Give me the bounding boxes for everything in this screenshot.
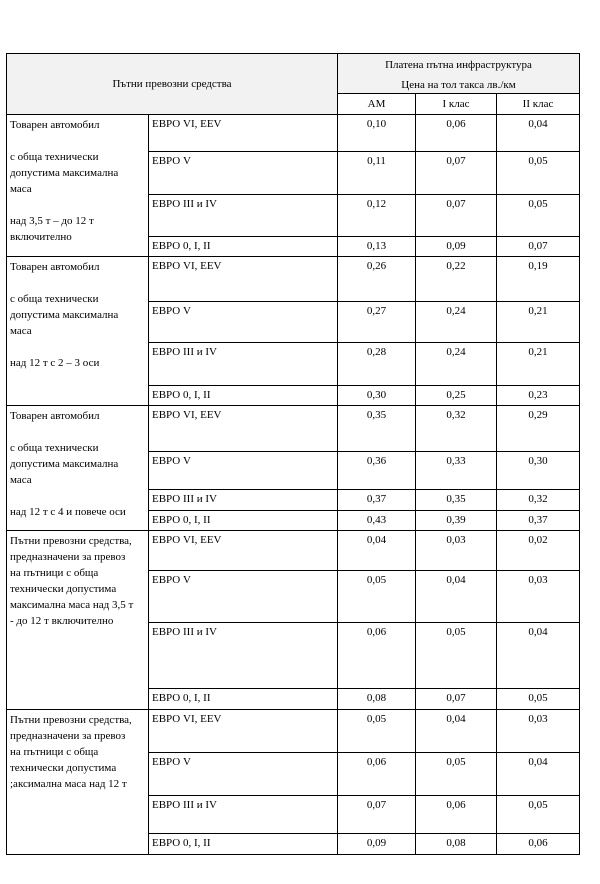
toll-am-cell: 0,28 — [338, 343, 416, 386]
toll-class-i-cell: 0,04 — [416, 571, 497, 623]
category-line: с обща технически — [10, 151, 99, 163]
price-subtitle: Цена на тол такса лв./км — [401, 79, 516, 91]
emission-standard-cell: ЕВРО III и IV — [149, 623, 338, 689]
toll-am-cell: 0,07 — [338, 796, 416, 834]
emission-standard-cell: ЕВРО V — [149, 571, 338, 623]
toll-am-cell: 0,26 — [338, 257, 416, 302]
table-row — [7, 710, 580, 753]
vehicle-category-cell — [7, 115, 149, 257]
emission-standard-cell: ЕВРО III и IV — [149, 490, 338, 511]
emission-standard-cell: ЕВРО VI, EEV — [149, 710, 338, 753]
toll-am-cell: 0,43 — [338, 511, 416, 531]
toll-rates-body — [7, 54, 580, 855]
infrastructure-title: Платена пътна инфраструктура — [385, 59, 532, 71]
toll-class-ii-cell: 0,04 — [497, 753, 580, 796]
toll-am-cell: 0,12 — [338, 195, 416, 237]
category-spacer — [10, 275, 145, 291]
toll-class-i-cell: 0,06 — [416, 115, 497, 152]
toll-class-ii-cell: 0,03 — [497, 571, 580, 623]
category-line: максимална маса над 3,5 т — [10, 599, 134, 611]
category-line: предназначени за превоз — [10, 730, 126, 742]
emission-standard-cell: ЕВРО VI, EEV — [149, 531, 338, 571]
category-line: технически допустима — [10, 583, 117, 595]
toll-am-cell: 0,37 — [338, 490, 416, 511]
category-line: с обща технически — [10, 442, 99, 454]
toll-class-ii-cell: 0,37 — [497, 511, 580, 531]
toll-am-cell: 0,06 — [338, 623, 416, 689]
category-line: Пътни превозни средства, — [10, 714, 132, 726]
toll-class-i-cell: 0,22 — [416, 257, 497, 302]
vehicle-category-cell — [7, 406, 149, 531]
toll-class-i-cell: 0,05 — [416, 623, 497, 689]
toll-class-ii-cell: 0,06 — [497, 834, 580, 855]
class-header-am: АМ — [338, 94, 416, 115]
emission-standard-cell: ЕВРО III и IV — [149, 796, 338, 834]
toll-class-i-cell: 0,07 — [416, 195, 497, 237]
toll-am-cell: 0,11 — [338, 152, 416, 195]
toll-am-cell: 0,35 — [338, 406, 416, 452]
toll-am-cell: 0,30 — [338, 386, 416, 406]
category-line: предназначени за превоз — [10, 551, 126, 563]
toll-am-cell: 0,10 — [338, 115, 416, 152]
toll-class-ii-cell: 0,21 — [497, 343, 580, 386]
toll-class-ii-cell: 0,03 — [497, 710, 580, 753]
category-spacer — [10, 488, 145, 504]
toll-class-ii-cell: 0,23 — [497, 386, 580, 406]
emission-standard-cell: ЕВРО VI, EEV — [149, 406, 338, 452]
category-line: Товарен автомобил — [10, 410, 100, 422]
category-line: допустима максимална — [10, 458, 119, 470]
toll-class-ii-cell: 0,07 — [497, 237, 580, 257]
category-line: - до 12 т включително — [10, 615, 114, 627]
category-spacer — [10, 197, 145, 213]
toll-am-cell: 0,06 — [338, 753, 416, 796]
table-row — [7, 531, 580, 571]
emission-standard-cell: ЕВРО V — [149, 753, 338, 796]
emission-standard-cell: ЕВРО 0, I, II — [149, 511, 338, 531]
toll-am-cell: 0,05 — [338, 571, 416, 623]
toll-class-i-cell: 0,32 — [416, 406, 497, 452]
toll-class-ii-cell: 0,04 — [497, 623, 580, 689]
toll-class-ii-cell: 0,05 — [497, 195, 580, 237]
category-line: на пътници с обща — [10, 567, 99, 579]
vehicles-header: Пътни превозни средства — [7, 54, 338, 115]
category-line: допустима максимална — [10, 167, 119, 179]
toll-class-ii-cell: 0,29 — [497, 406, 580, 452]
toll-am-cell: 0,08 — [338, 689, 416, 710]
category-line: Пътни превозни средства, — [10, 535, 132, 547]
toll-am-cell: 0,27 — [338, 302, 416, 343]
category-line: на пътници с обща — [10, 746, 99, 758]
category-line: над 12 т с 2 – 3 оси — [10, 357, 100, 369]
toll-am-cell: 0,05 — [338, 710, 416, 753]
toll-class-i-cell: 0,25 — [416, 386, 497, 406]
toll-rates-table — [6, 53, 580, 855]
emission-standard-cell: ЕВРО 0, I, II — [149, 689, 338, 710]
toll-class-i-cell: 0,24 — [416, 343, 497, 386]
vehicle-category-cell — [7, 257, 149, 406]
toll-class-i-cell: 0,03 — [416, 531, 497, 571]
class-header-ii: II клас — [497, 94, 580, 115]
toll-class-ii-cell: 0,02 — [497, 531, 580, 571]
category-spacer — [10, 339, 145, 355]
category-line: включително — [10, 231, 72, 243]
vehicle-category-cell — [7, 710, 149, 855]
toll-am-cell: 0,04 — [338, 531, 416, 571]
emission-standard-cell: ЕВРО 0, I, II — [149, 834, 338, 855]
emission-standard-cell: ЕВРО III и IV — [149, 195, 338, 237]
category-spacer — [10, 424, 145, 440]
emission-standard-cell: ЕВРО V — [149, 302, 338, 343]
toll-class-ii-cell: 0,05 — [497, 796, 580, 834]
category-line: Товарен автомобил — [10, 119, 100, 131]
toll-class-ii-cell: 0,32 — [497, 490, 580, 511]
category-line: ;аксимална маса над 12 т — [10, 778, 127, 790]
category-line: Товарен автомобил — [10, 261, 100, 273]
toll-class-i-cell: 0,07 — [416, 689, 497, 710]
toll-class-ii-cell: 0,05 — [497, 152, 580, 195]
toll-class-ii-cell: 0,04 — [497, 115, 580, 152]
toll-am-cell: 0,13 — [338, 237, 416, 257]
category-line: маса — [10, 325, 32, 337]
toll-class-i-cell: 0,35 — [416, 490, 497, 511]
table-row — [7, 115, 580, 152]
emission-standard-cell: ЕВРО VI, EEV — [149, 257, 338, 302]
toll-class-i-cell: 0,04 — [416, 710, 497, 753]
category-line: над 12 т с 4 и повече оси — [10, 506, 126, 518]
emission-standard-cell: ЕВРО III и IV — [149, 343, 338, 386]
header-row — [7, 54, 580, 94]
toll-class-ii-cell: 0,21 — [497, 302, 580, 343]
emission-standard-cell: ЕВРО 0, I, II — [149, 237, 338, 257]
category-line: над 3,5 т – до 12 т — [10, 215, 94, 227]
toll-am-cell: 0,36 — [338, 452, 416, 490]
category-line: допустима максимална — [10, 309, 119, 321]
emission-standard-cell: ЕВРО V — [149, 152, 338, 195]
toll-class-i-cell: 0,08 — [416, 834, 497, 855]
toll-am-cell: 0,09 — [338, 834, 416, 855]
category-line: маса — [10, 474, 32, 486]
toll-class-i-cell: 0,05 — [416, 753, 497, 796]
toll-class-ii-cell: 0,30 — [497, 452, 580, 490]
toll-class-i-cell: 0,06 — [416, 796, 497, 834]
toll-class-i-cell: 0,07 — [416, 152, 497, 195]
toll-class-i-cell: 0,24 — [416, 302, 497, 343]
category-spacer — [10, 133, 145, 149]
category-line: с обща технически — [10, 293, 99, 305]
toll-class-ii-cell: 0,05 — [497, 689, 580, 710]
category-line: технически допустима — [10, 762, 117, 774]
vehicle-category-cell — [7, 531, 149, 710]
table-row — [7, 406, 580, 452]
class-header-i: I клас — [416, 94, 497, 115]
emission-standard-cell: ЕВРО 0, I, II — [149, 386, 338, 406]
table-row — [7, 257, 580, 302]
toll-class-ii-cell: 0,19 — [497, 257, 580, 302]
emission-standard-cell: ЕВРО VI, EEV — [149, 115, 338, 152]
infrastructure-header — [338, 54, 580, 94]
toll-class-i-cell: 0,39 — [416, 511, 497, 531]
toll-class-i-cell: 0,33 — [416, 452, 497, 490]
toll-class-i-cell: 0,09 — [416, 237, 497, 257]
category-line: маса — [10, 183, 32, 195]
emission-standard-cell: ЕВРО V — [149, 452, 338, 490]
